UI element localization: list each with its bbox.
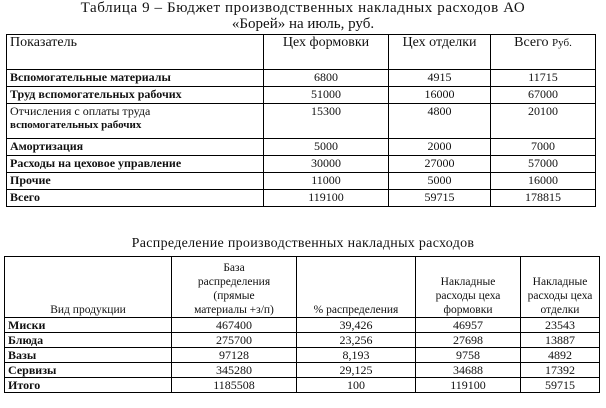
table-row	[5, 348, 600, 363]
header-total	[491, 35, 596, 70]
cell-molding: 11000	[264, 173, 389, 190]
cell-molding: 119100	[264, 190, 389, 207]
header-finishing-line2: расходы цеха	[527, 290, 593, 302]
cell-base: 97128	[172, 348, 297, 363]
header-base-line1: База	[223, 262, 245, 274]
cell-finishing: 4915	[389, 70, 491, 87]
header-molding-line3: формовки	[443, 304, 493, 316]
cell-molding: 9758	[416, 348, 521, 363]
header-total-label: Всего	[514, 35, 549, 50]
table-row	[7, 173, 596, 190]
cell-total: 16000	[491, 173, 596, 190]
cell-finishing: 4800	[389, 104, 491, 139]
row-label: Вспомогательные материалы	[7, 70, 264, 87]
cell-base: 467400	[172, 318, 297, 333]
cell-percent: 23,256	[297, 333, 416, 348]
cell-total: 20100	[491, 104, 596, 139]
table1-title-line1: Таблица 9 – Бюджет производственных накладных расходов АО	[80, 0, 526, 16]
table1-title	[0, 0, 606, 32]
cell-molding: 5000	[264, 139, 389, 156]
cell-percent: 39,426	[297, 318, 416, 333]
table2-title: Распределение производственных накладных расходов	[131, 236, 475, 251]
table-row	[5, 318, 600, 333]
header-base-line2: распределения	[197, 276, 271, 288]
table-row	[7, 87, 596, 104]
cell-finishing: 4892	[521, 348, 600, 363]
header-percent: % распределения	[297, 257, 416, 318]
row-label: Блюда	[5, 333, 172, 348]
header-molding-shop: Цех формовки	[264, 35, 389, 70]
cell-total: 67000	[491, 87, 596, 104]
table-row-total	[7, 190, 596, 207]
header-molding-line2: расходы цеха	[435, 290, 501, 302]
table-header-row	[5, 257, 600, 318]
cell-molding: 27698	[416, 333, 521, 348]
header-base-line3: (прямые	[213, 290, 255, 302]
header-finishing-overhead	[521, 257, 600, 318]
row-label-line1: Отчисления с оплаты труда	[10, 104, 151, 118]
row-label: Расходы на цеховое управление	[7, 156, 264, 173]
cell-percent: 100	[297, 378, 416, 393]
row-label: Труд вспомогательных рабочих	[7, 87, 264, 104]
header-finishing-line1: Накладные	[532, 276, 588, 288]
table-row	[5, 363, 600, 378]
row-label: Сервизы	[5, 363, 172, 378]
header-product: Вид продукции	[5, 257, 172, 318]
row-label: Вазы	[5, 348, 172, 363]
cell-base: 345280	[172, 363, 297, 378]
overhead-budget-table	[6, 34, 596, 207]
table-row	[5, 333, 600, 348]
header-base	[172, 257, 297, 318]
row-label: Итого	[5, 378, 172, 393]
cell-molding: 34688	[416, 363, 521, 378]
cell-total: 57000	[491, 156, 596, 173]
cell-molding: 46957	[416, 318, 521, 333]
cell-molding: 15300	[264, 104, 389, 139]
cell-molding: 30000	[264, 156, 389, 173]
cell-finishing: 17392	[521, 363, 600, 378]
cell-percent: 29,125	[297, 363, 416, 378]
table-row	[7, 156, 596, 173]
table1-title-line2: «Борей» на июль, руб.	[231, 16, 375, 32]
cell-finishing: 27000	[389, 156, 491, 173]
header-indicator: Показатель	[7, 35, 264, 70]
row-label: Всего	[7, 190, 264, 207]
table-row	[7, 104, 596, 139]
cell-finishing: 59715	[389, 190, 491, 207]
row-label: Миски	[5, 318, 172, 333]
header-molding-line1: Накладные	[440, 276, 496, 288]
cell-base: 1185508	[172, 378, 297, 393]
cell-total: 178815	[491, 190, 596, 207]
header-base-line4: материалы +з/п)	[194, 304, 274, 316]
header-finishing-shop: Цех отделки	[389, 35, 491, 70]
row-label	[7, 104, 264, 139]
table-row-total	[5, 378, 600, 393]
row-label: Прочие	[7, 173, 264, 190]
cell-finishing: 2000	[389, 139, 491, 156]
cell-finishing: 59715	[521, 378, 600, 393]
cell-total: 11715	[491, 70, 596, 87]
header-finishing-line3: отделки	[540, 304, 580, 316]
cell-finishing: 23543	[521, 318, 600, 333]
cell-molding: 6800	[264, 70, 389, 87]
header-unit: Руб.	[552, 37, 572, 49]
cell-molding: 119100	[416, 378, 521, 393]
row-label: Амортизация	[7, 139, 264, 156]
row-label-line2: вспомогательных рабочих	[10, 119, 142, 131]
cell-base: 275700	[172, 333, 297, 348]
table-row	[7, 70, 596, 87]
header-molding-overhead	[416, 257, 521, 318]
cell-finishing: 5000	[389, 173, 491, 190]
cell-total: 7000	[491, 139, 596, 156]
cell-finishing: 16000	[389, 87, 491, 104]
cell-percent: 8,193	[297, 348, 416, 363]
table-header-row	[7, 35, 596, 70]
overhead-distribution-table	[4, 256, 600, 393]
cell-molding: 51000	[264, 87, 389, 104]
cell-finishing: 13887	[521, 333, 600, 348]
table-row	[7, 139, 596, 156]
